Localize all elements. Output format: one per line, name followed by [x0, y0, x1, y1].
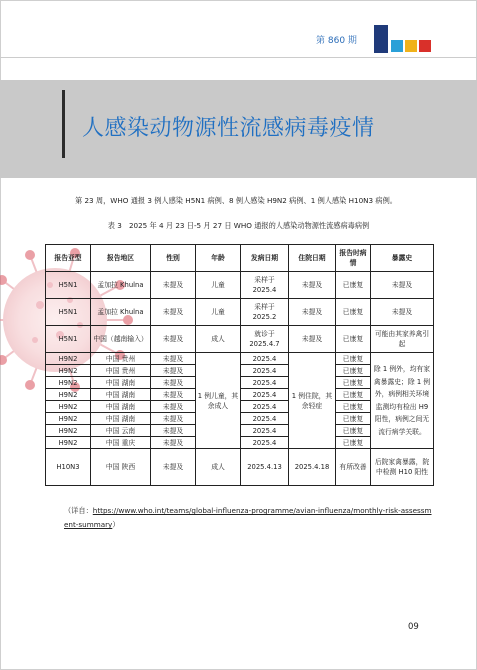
- header-cell: 暴露史: [371, 245, 434, 272]
- brand-block-red: [419, 40, 431, 52]
- cell-region: 中国 湖南: [91, 377, 151, 389]
- cell-onset: 2025.4: [241, 377, 289, 389]
- cell-exposure-merged: 除 1 例外，均有家禽暴露史；除 1 例外，病例相关环境监测均有检出 H9 阳性，病例之间无流行病学关联。: [371, 353, 434, 449]
- cell-subtype: H5N1: [46, 299, 91, 326]
- header-rule: [0, 57, 477, 58]
- cell-age: 成人: [196, 326, 241, 353]
- cell-status: 已康复: [336, 401, 371, 413]
- issue-label: 第 860 期: [316, 36, 357, 46]
- cell-status: 已康复: [336, 353, 371, 365]
- brand-logo: [374, 25, 434, 53]
- cell-sex: 未提及: [151, 425, 196, 437]
- cell-region: 中国 湖南: [91, 401, 151, 413]
- cell-region: 中国 重庆: [91, 437, 151, 449]
- cell-region: 中国（越南输入）: [91, 326, 151, 353]
- table-header-row: [46, 245, 434, 272]
- header-cell: 发病日期: [241, 245, 289, 272]
- cell-sex: 未提及: [151, 401, 196, 413]
- cell-admit: 未提及: [289, 326, 336, 353]
- summary-text: 第 23 周，WHO 通报 3 例人感染 H5N1 病例、8 例人感染 H9N2 病例、1 例人感染 H10N3 病例。: [75, 196, 397, 205]
- table-row: [46, 299, 434, 326]
- header-cell: 住院日期: [289, 245, 336, 272]
- cell-status: 已康复: [336, 272, 371, 299]
- source-link[interactable]: https://www.who.int/teams/global-influenza-programme/avian-influenza/monthly-risk-assessment-summary: [64, 506, 432, 529]
- cell-subtype: H9N2: [46, 353, 91, 365]
- cell-subtype: H9N2: [46, 377, 91, 389]
- cell-sex: 未提及: [151, 377, 196, 389]
- table-row: [46, 326, 434, 353]
- cell-subtype: H9N2: [46, 425, 91, 437]
- cell-admit: 2025.4.18: [289, 449, 336, 486]
- cell-subtype: H9N2: [46, 413, 91, 425]
- cell-onset: 2025.4: [241, 389, 289, 401]
- page-number: 09: [408, 622, 419, 632]
- table-row: [46, 272, 434, 299]
- cell-sex: 未提及: [151, 413, 196, 425]
- header-cell: 报告亚型: [46, 245, 91, 272]
- cell-status: 已康复: [336, 326, 371, 353]
- cell-subtype: H9N2: [46, 401, 91, 413]
- cell-admit: 未提及: [289, 299, 336, 326]
- cell-onset: 2025.4: [241, 401, 289, 413]
- cell-onset: 就诊于 2025.4.7: [241, 326, 289, 353]
- brand-block-navy: [374, 25, 388, 53]
- cell-age: 成人: [196, 449, 241, 486]
- source-suffix: ）: [112, 520, 120, 529]
- header-cell: 报告地区: [91, 245, 151, 272]
- cell-region: 中国 贵州: [91, 353, 151, 365]
- banner-accent-bar: [62, 90, 65, 158]
- table-row: [46, 353, 434, 365]
- table-caption: 表 3 2025 年 4 月 23 日-5 月 27 日 WHO 通报的人感染动物源性流感病毒病例: [107, 221, 370, 230]
- brand-block-teal: [391, 40, 403, 52]
- cell-status: 已康复: [336, 365, 371, 377]
- cell-status: 有所改善: [336, 449, 371, 486]
- cell-admit-merged: 1 例住院，其余轻症: [289, 353, 336, 449]
- cell-region: 孟加拉 Khulna: [91, 299, 151, 326]
- cell-onset: 采样于 2025.4: [241, 272, 289, 299]
- table-row: [46, 449, 434, 486]
- cell-subtype: H5N1: [46, 326, 91, 353]
- cell-region: 中国 陕西: [91, 449, 151, 486]
- cell-subtype: H10N3: [46, 449, 91, 486]
- page-title: 人感染动物源性流感病毒疫情: [82, 116, 375, 141]
- cell-status: 已康复: [336, 377, 371, 389]
- cell-status: 已康复: [336, 389, 371, 401]
- cell-subtype: H9N2: [46, 365, 91, 377]
- cell-region: 中国 湖南: [91, 389, 151, 401]
- cell-onset: 2025.4: [241, 413, 289, 425]
- cell-onset: 采样于 2025.2: [241, 299, 289, 326]
- cell-exposure: 未提及: [371, 299, 434, 326]
- cell-sex: 未提及: [151, 272, 196, 299]
- cell-exposure: 可能由其家养禽引起: [371, 326, 434, 353]
- cell-region: 孟加拉 Khulna: [91, 272, 151, 299]
- cell-onset: 2025.4: [241, 365, 289, 377]
- cell-status: 已康复: [336, 299, 371, 326]
- cell-onset: 2025.4: [241, 437, 289, 449]
- cell-age-merged: 1 例儿童，其余成人: [196, 353, 241, 449]
- source-prefix: （详自：: [64, 506, 93, 515]
- cell-sex: 未提及: [151, 389, 196, 401]
- cell-sex: 未提及: [151, 299, 196, 326]
- cell-sex: 未提及: [151, 326, 196, 353]
- header-cell: 性别: [151, 245, 196, 272]
- cell-subtype: H9N2: [46, 389, 91, 401]
- cell-age: 儿童: [196, 299, 241, 326]
- cell-subtype: H5N1: [46, 272, 91, 299]
- cell-status: 已康复: [336, 425, 371, 437]
- cell-status: 已康复: [336, 437, 371, 449]
- cell-region: 中国 云南: [91, 425, 151, 437]
- cell-sex: 未提及: [151, 353, 196, 365]
- cell-onset: 2025.4: [241, 353, 289, 365]
- cell-subtype: H9N2: [46, 437, 91, 449]
- cell-status: 已康复: [336, 413, 371, 425]
- cell-exposure: 后院家禽暴露，院中检测 H10 阳性: [371, 449, 434, 486]
- cell-exposure: 未提及: [371, 272, 434, 299]
- cell-onset: 2025.4: [241, 425, 289, 437]
- header-cell: 报告时病情: [336, 245, 371, 272]
- cell-sex: 未提及: [151, 365, 196, 377]
- cell-sex: 未提及: [151, 449, 196, 486]
- header-cell: 年龄: [196, 245, 241, 272]
- source-note: [64, 504, 434, 532]
- case-table: [45, 244, 434, 486]
- brand-block-yellow: [405, 40, 417, 52]
- cell-admit: 未提及: [289, 272, 336, 299]
- cell-onset: 2025.4.13: [241, 449, 289, 486]
- cell-region: 中国 湖南: [91, 413, 151, 425]
- cell-region: 中国 贵州: [91, 365, 151, 377]
- cell-sex: 未提及: [151, 437, 196, 449]
- cell-age: 儿童: [196, 272, 241, 299]
